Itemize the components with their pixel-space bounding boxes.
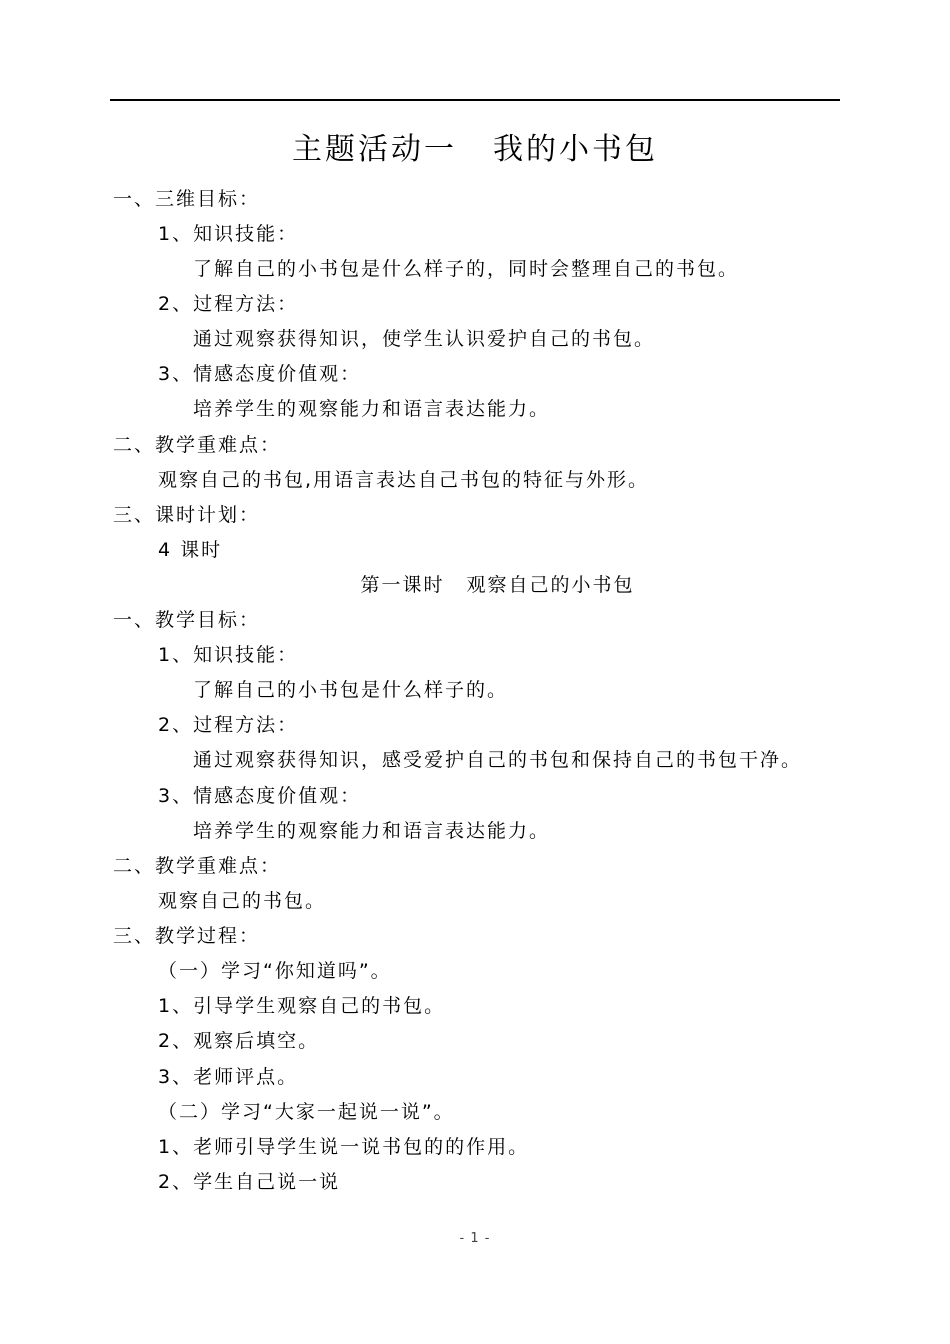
step-b-heading: （二）学习“大家一起说一说”。 bbox=[158, 1101, 455, 1123]
lesson1-title-part2: 观察自己的小书包 bbox=[466, 574, 635, 596]
page-number: - 1 - bbox=[459, 1231, 491, 1246]
key-text: 观察自己的书包,用语言表达自己书包的特征与外形。 bbox=[158, 469, 650, 491]
key-heading: 二、教学重难点： bbox=[113, 434, 282, 456]
step-a-item-2: 2、观察后填空。 bbox=[158, 1030, 320, 1052]
step-b-item-1: 1、老师引导学生说一说书包的的作用。 bbox=[158, 1136, 530, 1158]
goal3-text: 培养学生的观察能力和语言表达能力。 bbox=[193, 398, 551, 420]
lesson1-goal2-text: 通过观察获得知识，感受爱护自己的书包和保持自己的书包干净。 bbox=[193, 749, 803, 771]
goal1-text: 了解自己的小书包是什么样子的，同时会整理自己的书包。 bbox=[193, 258, 740, 280]
page-title-part2: 我的小书包 bbox=[493, 132, 658, 167]
lesson1-goal2-heading: 2、过程方法： bbox=[158, 714, 299, 736]
page-title-part1: 主题活动一 bbox=[292, 132, 457, 167]
goal1-heading: 1、知识技能： bbox=[158, 223, 299, 245]
lesson1-goal1-text: 了解自己的小书包是什么样子的。 bbox=[193, 679, 509, 701]
lesson1-goal1-heading: 1、知识技能： bbox=[158, 644, 299, 666]
lesson1-goal3-text: 培养学生的观察能力和语言表达能力。 bbox=[193, 820, 551, 842]
step-a-item-3: 3、老师评点。 bbox=[158, 1066, 299, 1088]
lesson1-title-part1: 第一课时 bbox=[360, 574, 445, 596]
step-b-item-2: 2、学生自己说一说 bbox=[158, 1171, 341, 1193]
plan-text: 4 课时 bbox=[158, 539, 223, 561]
lesson1-process-heading: 三、教学过程： bbox=[113, 925, 261, 947]
goal2-heading: 2、过程方法： bbox=[158, 293, 299, 315]
lesson1-goals-heading: 一、教学目标： bbox=[113, 609, 261, 631]
lesson1-goal3-heading: 3、情感态度价值观： bbox=[158, 785, 362, 807]
lesson1-title bbox=[0, 571, 950, 599]
lesson1-key-text: 观察自己的书包。 bbox=[158, 890, 327, 912]
goal3-heading: 3、情感态度价值观： bbox=[158, 363, 362, 385]
lesson1-key-heading: 二、教学重难点： bbox=[113, 855, 282, 877]
goals-heading: 一、三维目标： bbox=[113, 188, 261, 210]
page-title bbox=[0, 126, 950, 174]
plan-heading: 三、课时计划： bbox=[113, 504, 261, 526]
header-rule bbox=[110, 99, 840, 101]
step-a-item-1: 1、引导学生观察自己的书包。 bbox=[158, 995, 446, 1017]
goal2-text: 通过观察获得知识，使学生认识爱护自己的书包。 bbox=[193, 328, 656, 350]
step-a-heading: （一）学习“你知道吗”。 bbox=[158, 960, 392, 982]
